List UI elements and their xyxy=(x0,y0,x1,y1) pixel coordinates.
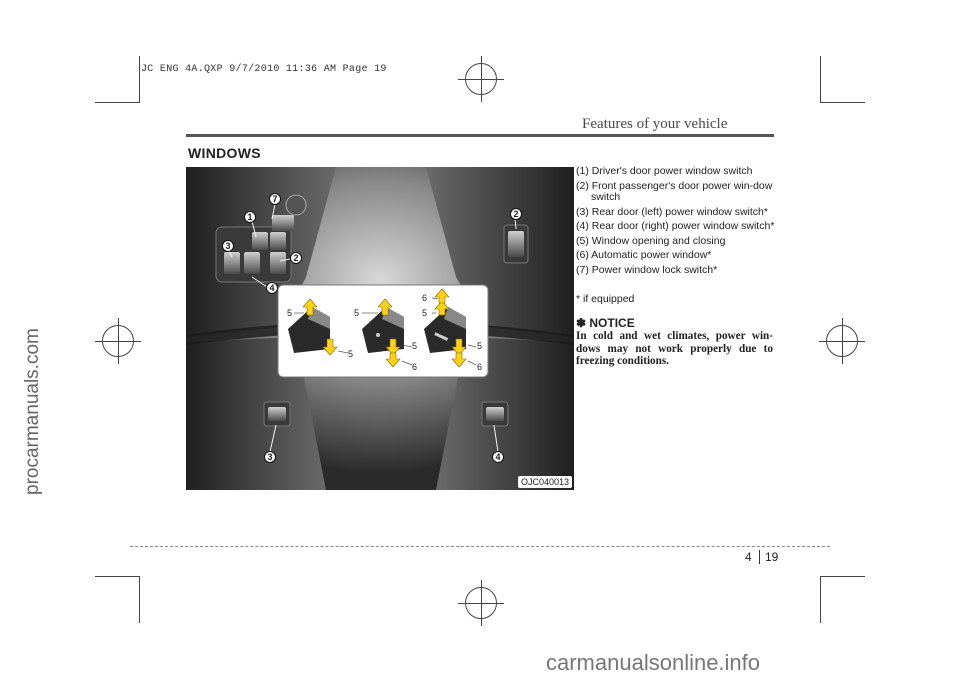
callout-label: 2 xyxy=(293,253,299,263)
figure-code: OJC040013 xyxy=(518,476,572,488)
section-header: Features of your vehicle xyxy=(582,116,728,132)
page-chapter: 4 xyxy=(745,550,752,564)
figure-illustration xyxy=(186,167,574,490)
list-item: (7) Power window lock switch* xyxy=(576,263,718,276)
watermark-left-text: procarmanuals.com xyxy=(22,328,43,495)
window-switch-figure xyxy=(186,167,574,490)
crop-mark xyxy=(95,576,139,577)
crop-mark xyxy=(820,576,821,623)
callout-label: 4 xyxy=(269,283,275,293)
crop-mark xyxy=(139,56,140,103)
list-item: (6) Automatic power window* xyxy=(576,249,712,261)
inset-label: 6 xyxy=(477,362,483,372)
inset-label: 5 xyxy=(348,349,354,359)
callout-label: 7 xyxy=(272,194,278,204)
inset-label: 5 xyxy=(422,308,428,318)
footnote: * if equipped xyxy=(576,293,635,305)
section-title: WINDOWS xyxy=(188,145,261,161)
inset-label: 5 xyxy=(412,341,418,351)
list-item: (2) Front passenger's door power win-dow switch xyxy=(576,179,773,203)
crop-mark xyxy=(95,102,139,103)
callout-label: 1 xyxy=(247,212,253,222)
print-slug: JC ENG 4A.QXP 9/7/2010 11:36 AM Page 19 xyxy=(141,64,387,75)
list-item: (3) Rear door (left) power window switch* xyxy=(576,205,768,218)
notice-title: ✽ NOTICE xyxy=(576,316,635,330)
callout-label: 3 xyxy=(267,452,273,462)
watermark-bottom: carmanualsonline.info xyxy=(546,650,761,675)
page-number: 19 xyxy=(765,550,779,564)
footer-rule xyxy=(130,546,830,547)
crop-mark xyxy=(821,576,865,577)
inset-label: 5 xyxy=(287,308,293,318)
crop-mark xyxy=(821,102,865,103)
inset-label: 5 xyxy=(477,341,483,351)
registration-mark-left xyxy=(102,325,134,357)
crop-mark xyxy=(820,56,821,103)
watermark-left xyxy=(4,165,43,495)
list-item: (1) Driver's door power window switch xyxy=(576,165,753,177)
crop-mark xyxy=(139,576,140,623)
list-item: (4) Rear door (right) power window switch* xyxy=(576,220,775,232)
switch-item-list xyxy=(576,166,776,279)
registration-mark-right xyxy=(826,325,858,357)
notice-body: In cold and wet climates, power win-dows may not work properly due to freezing conditions. xyxy=(576,330,773,367)
inset-label: 6 xyxy=(412,362,418,372)
page-divider xyxy=(759,550,760,564)
inset-label: 6 xyxy=(422,293,428,303)
registration-mark-bottom xyxy=(465,587,497,619)
callout-label: 2 xyxy=(513,209,519,219)
header-rule xyxy=(186,134,774,137)
inset-label: 5 xyxy=(354,308,360,318)
callout-label: 4 xyxy=(495,452,501,462)
registration-mark-top xyxy=(465,63,497,95)
list-item: (5) Window opening and closing xyxy=(576,234,726,247)
callout-label: 3 xyxy=(225,241,231,251)
